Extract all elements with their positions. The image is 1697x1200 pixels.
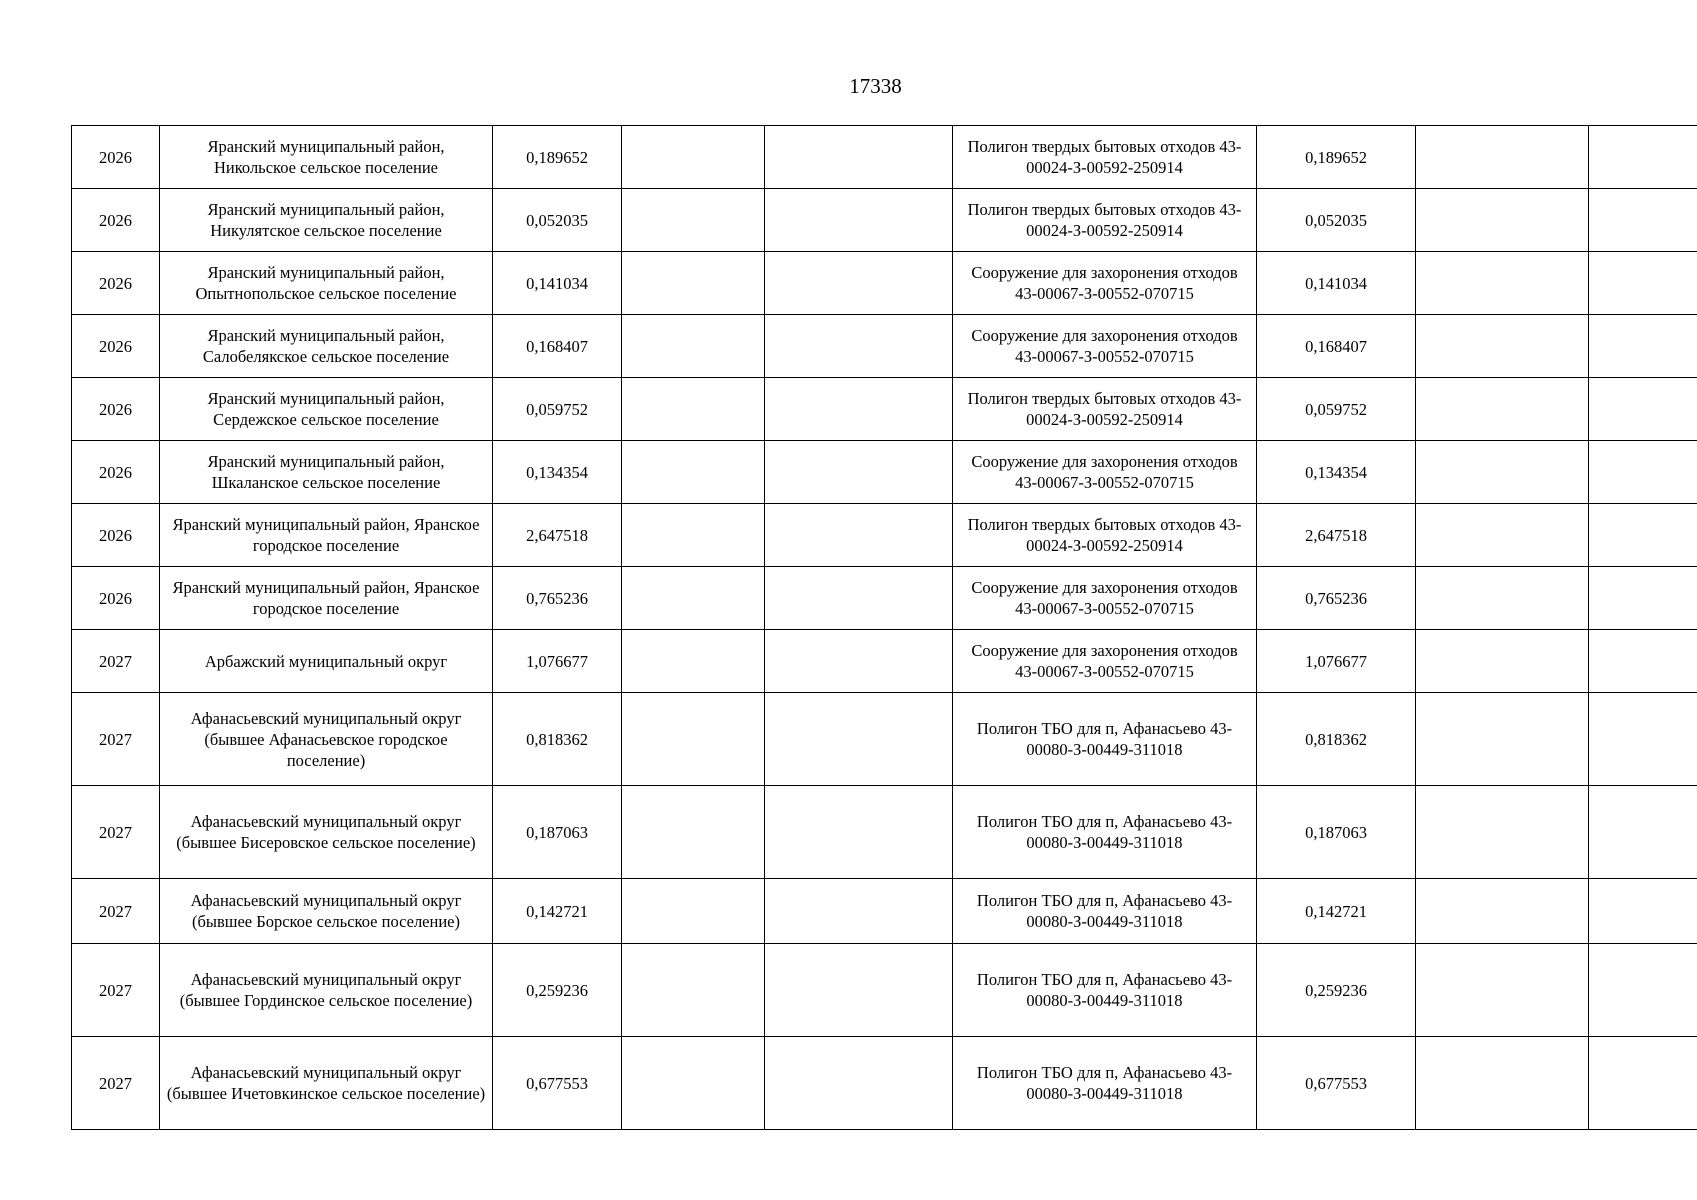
empty-cell — [622, 630, 765, 693]
facility-volume-cell: 1,076677 — [1257, 630, 1416, 693]
empty-cell — [622, 944, 765, 1037]
empty-cell — [622, 786, 765, 879]
empty-cell — [1589, 693, 1697, 786]
empty-cell — [1416, 879, 1589, 944]
empty-cell — [1416, 567, 1589, 630]
facility-cell: Полигон ТБО для п, Афанасьево 43-00080-З-00449-311018 — [953, 693, 1257, 786]
volume-cell: 0,765236 — [493, 567, 622, 630]
empty-cell — [765, 944, 953, 1037]
volume-cell: 0,141034 — [493, 252, 622, 315]
facility-volume-cell: 0,765236 — [1257, 567, 1416, 630]
empty-cell — [1589, 126, 1697, 189]
empty-cell — [1589, 630, 1697, 693]
table-row — [72, 315, 1697, 378]
table-row — [72, 189, 1697, 252]
empty-cell — [622, 567, 765, 630]
table-row — [72, 567, 1697, 630]
facility-volume-cell: 0,189652 — [1257, 126, 1416, 189]
empty-cell — [1416, 441, 1589, 504]
facility-volume-cell: 0,677553 — [1257, 1037, 1416, 1130]
page-number: 17338 — [849, 74, 902, 98]
empty-cell — [1416, 944, 1589, 1037]
table-row — [72, 786, 1697, 879]
facility-cell: Сооружение для захоронения отходов 43-00067-З-00552-070715 — [953, 315, 1257, 378]
facility-volume-cell: 0,134354 — [1257, 441, 1416, 504]
empty-cell — [765, 315, 953, 378]
municipality-cell: Афанасьевский муниципальный округ (бывшее Бисеровское сельское поселение) — [160, 786, 493, 879]
empty-cell — [1589, 315, 1697, 378]
table-row — [72, 126, 1697, 189]
facility-volume-cell: 0,259236 — [1257, 944, 1416, 1037]
municipality-cell: Яранский муниципальный район, Сердежское сельское поселение — [160, 378, 493, 441]
table-row — [72, 504, 1697, 567]
municipality-cell: Яранский муниципальный район, Никулятское сельское поселение — [160, 189, 493, 252]
facility-volume-cell: 0,052035 — [1257, 189, 1416, 252]
empty-cell — [622, 126, 765, 189]
facility-cell: Полигон твердых бытовых отходов 43-00024-З-00592-250914 — [953, 126, 1257, 189]
facility-cell: Полигон твердых бытовых отходов 43-00024-З-00592-250914 — [953, 378, 1257, 441]
empty-cell — [765, 693, 953, 786]
facility-volume-cell: 0,141034 — [1257, 252, 1416, 315]
empty-cell — [1589, 567, 1697, 630]
year-cell: 2027 — [72, 630, 160, 693]
municipality-cell: Афанасьевский муниципальный округ (бывшее Борское сельское поселение) — [160, 879, 493, 944]
year-cell: 2027 — [72, 879, 160, 944]
empty-cell — [765, 252, 953, 315]
empty-cell — [1589, 1037, 1697, 1130]
empty-cell — [765, 879, 953, 944]
municipality-cell: Афанасьевский муниципальный округ (бывшее Ичетовкинское сельское поселение) — [160, 1037, 493, 1130]
empty-cell — [1416, 126, 1589, 189]
empty-cell — [1589, 252, 1697, 315]
municipality-cell: Яранский муниципальный район, Никольское сельское поселение — [160, 126, 493, 189]
municipality-cell: Яранский муниципальный район, Яранское городское поселение — [160, 504, 493, 567]
empty-cell — [622, 252, 765, 315]
empty-cell — [765, 126, 953, 189]
volume-cell: 0,168407 — [493, 315, 622, 378]
empty-cell — [1416, 630, 1589, 693]
facility-cell: Полигон твердых бытовых отходов 43-00024-З-00592-250914 — [953, 504, 1257, 567]
table-row — [72, 944, 1697, 1037]
facility-cell: Сооружение для захоронения отходов 43-00067-З-00552-070715 — [953, 441, 1257, 504]
volume-cell: 0,134354 — [493, 441, 622, 504]
year-cell: 2026 — [72, 189, 160, 252]
empty-cell — [1416, 252, 1589, 315]
volume-cell: 0,052035 — [493, 189, 622, 252]
facility-cell: Сооружение для захоронения отходов 43-00067-З-00552-070715 — [953, 630, 1257, 693]
year-cell: 2026 — [72, 126, 160, 189]
empty-cell — [765, 378, 953, 441]
empty-cell — [765, 786, 953, 879]
year-cell: 2026 — [72, 378, 160, 441]
year-cell: 2026 — [72, 567, 160, 630]
volume-cell: 2,647518 — [493, 504, 622, 567]
empty-cell — [1589, 944, 1697, 1037]
table-row — [72, 378, 1697, 441]
volume-cell: 0,259236 — [493, 944, 622, 1037]
empty-cell — [1416, 1037, 1589, 1130]
year-cell: 2027 — [72, 944, 160, 1037]
empty-cell — [622, 504, 765, 567]
table-row — [72, 441, 1697, 504]
empty-cell — [1416, 504, 1589, 567]
facility-volume-cell: 0,168407 — [1257, 315, 1416, 378]
empty-cell — [622, 693, 765, 786]
year-cell: 2026 — [72, 441, 160, 504]
waste-table — [71, 125, 1697, 1130]
year-cell: 2026 — [72, 504, 160, 567]
municipality-cell: Афанасьевский муниципальный округ (бывшее Афанасьевское городское поселение) — [160, 693, 493, 786]
empty-cell — [1589, 879, 1697, 944]
year-cell: 2027 — [72, 1037, 160, 1130]
empty-cell — [765, 441, 953, 504]
volume-cell: 0,818362 — [493, 693, 622, 786]
volume-cell: 0,677553 — [493, 1037, 622, 1130]
empty-cell — [622, 315, 765, 378]
year-cell: 2027 — [72, 786, 160, 879]
empty-cell — [1416, 786, 1589, 879]
facility-volume-cell: 0,187063 — [1257, 786, 1416, 879]
facility-cell: Полигон ТБО для п, Афанасьево 43-00080-З-00449-311018 — [953, 944, 1257, 1037]
empty-cell — [622, 441, 765, 504]
empty-cell — [765, 189, 953, 252]
empty-cell — [1416, 378, 1589, 441]
empty-cell — [622, 189, 765, 252]
empty-cell — [765, 1037, 953, 1130]
volume-cell: 0,059752 — [493, 378, 622, 441]
table-row — [72, 1037, 1697, 1130]
empty-cell — [1589, 504, 1697, 567]
facility-cell: Полигон ТБО для п, Афанасьево 43-00080-З-00449-311018 — [953, 879, 1257, 944]
empty-cell — [622, 1037, 765, 1130]
empty-cell — [622, 879, 765, 944]
volume-cell: 0,189652 — [493, 126, 622, 189]
municipality-cell: Афанасьевский муниципальный округ (бывшее Гординское сельское поселение) — [160, 944, 493, 1037]
table-row — [72, 693, 1697, 786]
empty-cell — [1589, 378, 1697, 441]
municipality-cell: Яранский муниципальный район, Шкаланское сельское поселение — [160, 441, 493, 504]
facility-cell: Полигон ТБО для п, Афанасьево 43-00080-З-00449-311018 — [953, 786, 1257, 879]
facility-volume-cell: 0,818362 — [1257, 693, 1416, 786]
empty-cell — [1416, 189, 1589, 252]
empty-cell — [1416, 693, 1589, 786]
municipality-cell: Яранский муниципальный район, Яранское городское поселение — [160, 567, 493, 630]
volume-cell: 0,142721 — [493, 879, 622, 944]
volume-cell: 1,076677 — [493, 630, 622, 693]
empty-cell — [1589, 786, 1697, 879]
empty-cell — [1589, 189, 1697, 252]
table-row — [72, 879, 1697, 944]
facility-cell: Полигон твердых бытовых отходов 43-00024-З-00592-250914 — [953, 189, 1257, 252]
municipality-cell: Яранский муниципальный район, Салобелякское сельское поселение — [160, 315, 493, 378]
year-cell: 2026 — [72, 252, 160, 315]
volume-cell: 0,187063 — [493, 786, 622, 879]
empty-cell — [765, 630, 953, 693]
year-cell: 2026 — [72, 315, 160, 378]
facility-volume-cell: 2,647518 — [1257, 504, 1416, 567]
empty-cell — [1589, 441, 1697, 504]
empty-cell — [765, 504, 953, 567]
facility-cell: Сооружение для захоронения отходов 43-00067-З-00552-070715 — [953, 567, 1257, 630]
municipality-cell: Арбажский муниципальный округ — [160, 630, 493, 693]
facility-cell: Сооружение для захоронения отходов 43-00067-З-00552-070715 — [953, 252, 1257, 315]
table-row — [72, 630, 1697, 693]
facility-volume-cell: 0,059752 — [1257, 378, 1416, 441]
table-row — [72, 252, 1697, 315]
empty-cell — [1416, 315, 1589, 378]
empty-cell — [622, 378, 765, 441]
year-cell: 2027 — [72, 693, 160, 786]
facility-volume-cell: 0,142721 — [1257, 879, 1416, 944]
table-body — [72, 126, 1697, 1130]
municipality-cell: Яранский муниципальный район, Опытнопольское сельское поселение — [160, 252, 493, 315]
empty-cell — [765, 567, 953, 630]
facility-cell: Полигон ТБО для п, Афанасьево 43-00080-З-00449-311018 — [953, 1037, 1257, 1130]
